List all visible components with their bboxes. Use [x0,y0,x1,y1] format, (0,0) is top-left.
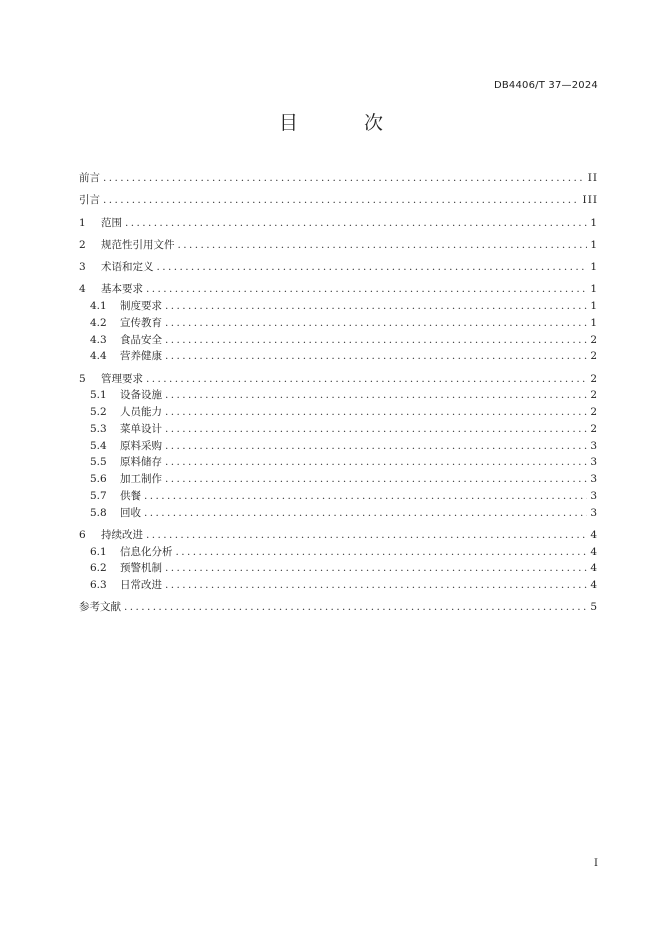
toc-entry[interactable] [79,298,598,315]
toc-leader-dots [146,281,587,298]
toc-entry-label [90,298,162,315]
toc-entry-number: 4.1 [90,300,107,312]
toc-entry[interactable] [79,488,598,505]
toc-entry-title: 加工制作 [120,473,162,485]
toc-entry-title: 宣传教育 [120,316,162,329]
toc-entry-label [79,281,143,298]
toc-entry-title: 范围 [101,216,122,229]
toc-entry-label [90,348,162,365]
toc-entry-label [79,259,154,276]
toc-entry-page: 4 [590,579,598,591]
toc-entry-number: 4 [79,283,86,296]
toc-entry-label [90,454,162,471]
toc-entry-number: 5.3 [90,422,107,435]
toc-entry-page: 3 [590,489,598,502]
toc-entry-number: 5 [79,372,86,385]
toc-entry[interactable] [79,577,598,594]
toc-entry-number: 4.3 [90,333,107,346]
toc-leader-dots [165,387,587,404]
toc-entry[interactable] [79,371,598,388]
toc-leader-dots [144,505,587,522]
toc-leader-dots [157,259,588,276]
toc-entry-number: 5.8 [90,506,107,519]
toc-entry[interactable] [79,471,598,488]
toc-entry-page: 2 [590,372,598,385]
toc-entry[interactable] [79,505,598,522]
toc-entry-number: 6.1 [90,545,107,558]
toc-entry-page: 3 [590,439,598,452]
toc-leader-dots [165,560,587,577]
toc-entry-page: 4 [590,545,598,558]
toc-entry-label [90,560,162,577]
toc-entry-number: 5.7 [90,489,107,502]
toc-entry-number: 5.1 [90,389,107,402]
toc-entry-page: 3 [590,456,598,469]
toc-entry-page: 2 [590,333,598,346]
toc-entry-title: 食品安全 [120,333,162,346]
toc-entry-title: 前言 [79,172,100,184]
toc-entry[interactable] [79,454,598,471]
toc-entry[interactable] [79,560,598,577]
toc-entry-page: 2 [590,406,598,418]
toc-entry[interactable] [79,259,598,276]
page-title: 目 次 [278,112,414,134]
toc-entry-number: 3 [79,261,86,273]
toc-entry[interactable] [79,544,598,561]
toc-entry[interactable] [79,215,598,232]
toc-entry-label [79,371,143,388]
toc-leader-dots [165,315,587,332]
toc-entry-label [79,192,100,209]
toc-entry-label [90,505,141,522]
toc-entry-page: III [582,194,598,207]
toc-entry-title: 回收 [120,506,141,519]
toc-entry-label [79,170,100,187]
toc-entry-page: 2 [590,350,598,363]
toc-entry-number: 6 [79,528,86,541]
toc-entry-label [79,237,175,254]
toc-entry-label [90,404,162,421]
toc-entry-number: 6.2 [90,562,107,575]
toc-entry[interactable] [79,315,598,332]
toc-entry[interactable] [79,348,598,365]
toc-entry-page: 2 [590,389,598,402]
toc-entry-label [79,599,121,616]
toc-entry-label [79,215,122,232]
toc-leader-dots [178,237,588,254]
toc-leader-dots [165,471,587,488]
toc-entry-title: 菜单设计 [120,422,162,435]
toc-leader-dots [176,544,588,561]
toc-entry-label [90,421,162,438]
toc-entry-number: 2 [79,238,86,251]
table-of-contents [79,170,598,616]
toc-entry-title: 持续改进 [101,528,143,541]
toc-leader-dots [103,170,585,187]
toc-entry-page: 2 [590,422,598,435]
toc-entry-title: 营养健康 [120,350,162,363]
toc-leader-dots [165,348,587,365]
page-number: I [594,858,598,869]
toc-entry-page: 1 [590,283,598,296]
toc-entry-page: 5 [590,601,598,614]
toc-entry-label [90,315,162,332]
toc-leader-dots [103,192,580,209]
toc-entry-title: 基本要求 [101,283,143,296]
toc-entry-number: 5.6 [90,473,107,485]
toc-entry-label [90,471,162,488]
toc-entry-label [90,577,162,594]
document-code: DB4406/T 37—2024 [493,80,598,91]
toc-entry-title: 制度要求 [120,300,162,312]
toc-entry-title: 原料储存 [120,456,162,469]
toc-entry[interactable] [79,599,598,616]
toc-entry[interactable] [79,421,598,438]
toc-entry-title: 设备设施 [120,389,162,402]
toc-entry-label [90,488,141,505]
toc-leader-dots [146,527,587,544]
toc-entry-page: 1 [590,300,598,312]
toc-entry-title: 供餐 [120,489,141,502]
toc-entry-page: 1 [590,238,598,251]
toc-entry-page: 3 [590,506,598,519]
toc-entry-page: 1 [590,316,598,329]
toc-entry-number: 4.4 [90,350,107,363]
toc-leader-dots [165,298,587,315]
toc-leader-dots [165,454,587,471]
toc-leader-dots [165,332,587,349]
toc-leader-dots [165,421,587,438]
toc-entry-label [90,332,162,349]
toc-entry-title: 信息化分析 [120,545,173,558]
toc-entry-title: 预警机制 [120,562,162,575]
toc-entry-label [90,544,173,561]
toc-leader-dots [124,599,587,616]
toc-entry-title: 原料采购 [120,439,162,452]
toc-entry-title: 术语和定义 [101,261,154,273]
toc-leader-dots [125,215,587,232]
toc-leader-dots [165,404,587,421]
toc-leader-dots [144,488,587,505]
toc-entry-title: 人员能力 [120,406,162,418]
toc-entry-number: 5.4 [90,439,107,452]
toc-entry-number: 5.2 [90,406,107,418]
toc-leader-dots [165,577,587,594]
toc-entry-number: 5.5 [90,456,107,469]
toc-entry[interactable] [79,438,598,455]
toc-entry-title: 引言 [79,194,100,207]
toc-entry-page: 1 [590,261,598,273]
toc-entry[interactable] [79,332,598,349]
toc-entry-page: 1 [590,216,598,229]
toc-entry[interactable] [79,404,598,421]
toc-entry-label [90,438,162,455]
toc-entry-page: 4 [590,562,598,575]
toc-entry-number: 1 [79,216,86,229]
toc-leader-dots [165,438,587,455]
toc-entry-page: 3 [590,473,598,485]
toc-leader-dots [146,371,587,388]
toc-entry-number: 4.2 [90,316,107,329]
toc-entry[interactable] [79,237,598,254]
toc-entry-label [79,527,143,544]
toc-entry-label [90,387,162,404]
toc-entry-title: 规范性引用文件 [101,238,175,251]
toc-entry-title: 管理要求 [101,372,143,385]
toc-entry[interactable] [79,527,598,544]
toc-entry[interactable] [79,387,598,404]
toc-entry-number: 6.3 [90,579,107,591]
toc-entry-title: 日常改进 [120,579,162,591]
toc-entry[interactable] [79,192,598,209]
toc-entry[interactable] [79,170,598,187]
toc-entry-page: 4 [590,528,598,541]
toc-entry-page: II [587,172,598,184]
toc-entry[interactable] [79,281,598,298]
toc-entry-title: 参考文献 [79,601,121,614]
